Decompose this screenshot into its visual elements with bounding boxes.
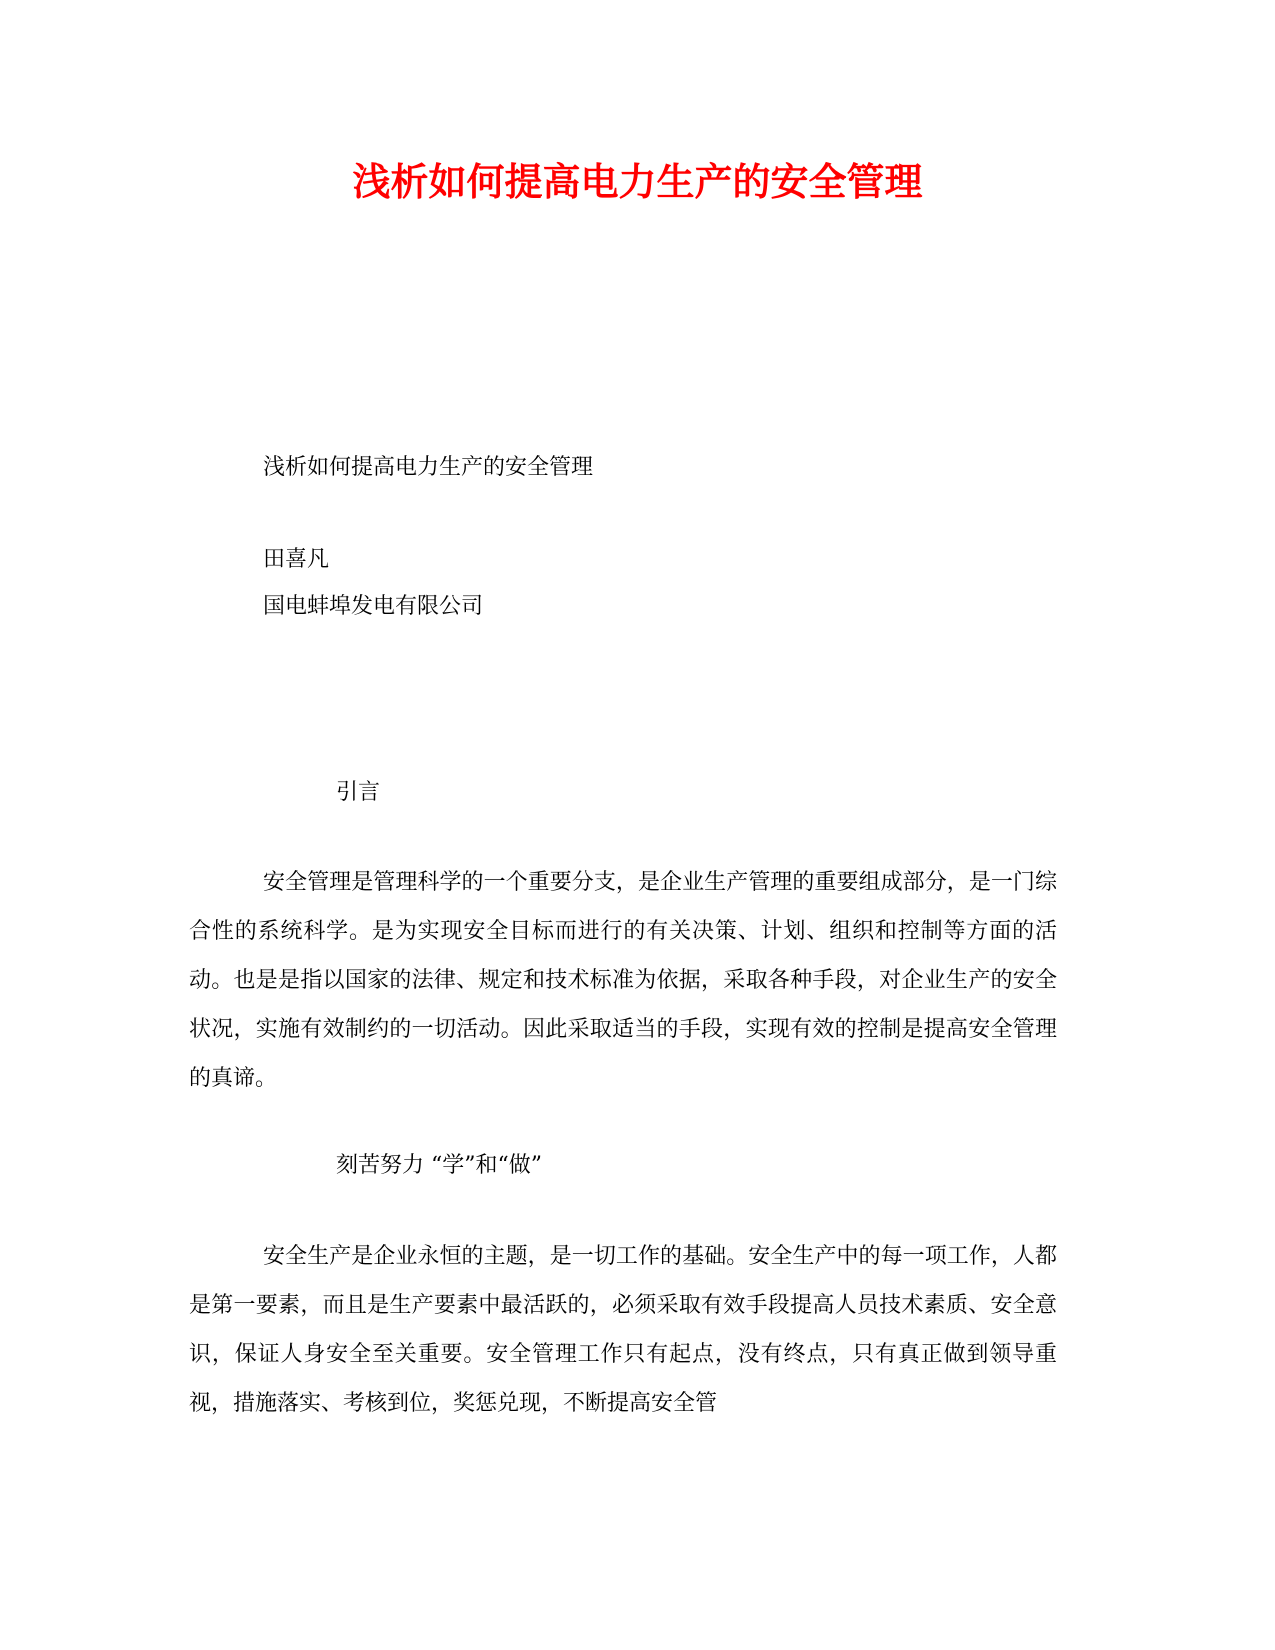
author-affiliation: 国电蚌埠发电有限公司 (263, 594, 484, 619)
section-heading-intro: 引言 (336, 780, 381, 805)
document-subtitle: 浅析如何提高电力生产的安全管理 (263, 455, 594, 480)
section-heading-learn-do: 刻苦努力 “学”和“做” (336, 1153, 542, 1178)
section-paragraph-intro: 安全管理是管理科学的一个重要分支，是企业生产管理的重要组成部分，是一门综合性的系统科学。是为实现安全目标而进行的有关决策、计划、组织和控制等方面的活动。也是是指以国家的法律、规定和技术标准为依据，采取各种手段，对企业生产的安全状况，实施有效制约的一切活动。因此采取适当的手段，实现有效的控制是提高安全管理的真谛。 (189, 870, 1057, 1091)
author-name: 田喜凡 (263, 547, 330, 572)
section-paragraph-learn-do: 安全生产是企业永恒的主题，是一切工作的基础。安全生产中的每一项工作，人都是第一要素，而且是生产要素中最活跃的，必须采取有效手段提高人员技术素质、安全意识，保证人身安全至关重要。安全管理工作只有起点，没有终点，只有真正做到领导重视，措施落实、考核到位，奖惩兑现，不断提高安全管 (189, 1244, 1057, 1416)
document-title: 浅析如何提高电力生产的安全管理 (352, 160, 923, 204)
